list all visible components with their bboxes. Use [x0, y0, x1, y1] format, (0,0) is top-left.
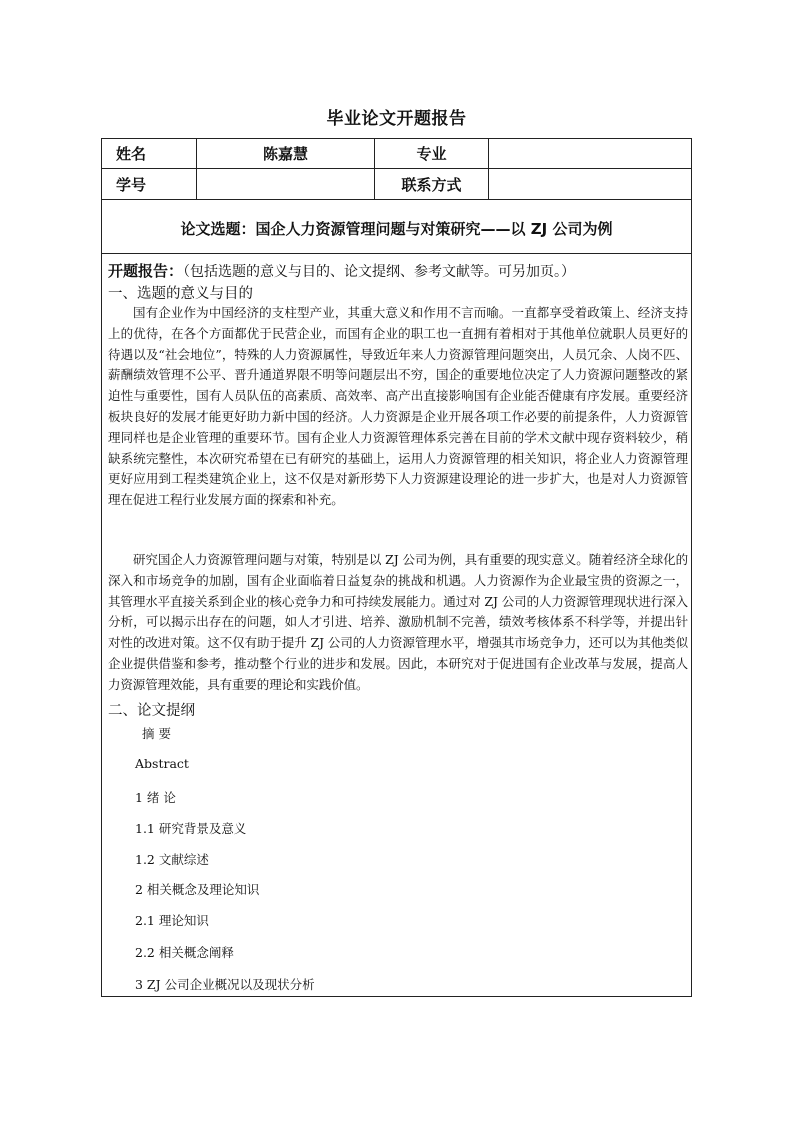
outline-item: 1.1 研究背景及意义	[135, 821, 247, 836]
major-label: 专业	[416, 145, 447, 163]
row-divider	[102, 253, 691, 254]
student-id-value[interactable]	[197, 169, 374, 199]
name-label: 姓名	[116, 145, 147, 163]
major-value[interactable]	[489, 139, 691, 168]
outline-item: 1.2 文献综述	[135, 852, 209, 867]
page-title: 毕业论文开题报告	[326, 109, 467, 129]
outline-item: 摘 要	[142, 726, 171, 741]
section-heading-outline: 二、论文提纲	[108, 703, 195, 719]
report-note: （包括选题的意义与目的、论文提纲、参考文献等。可另加页。）	[183, 264, 576, 280]
outline-item: 2.1 理论知识	[135, 913, 209, 928]
section-heading-purpose: 一、选题的意义与目的	[108, 286, 253, 302]
contact-value[interactable]	[489, 169, 691, 199]
outline-item: 2.2 相关概念阐释	[135, 945, 234, 960]
paragraph-research: 研究国企人力资源管理问题与对策，特别是以 ZJ 公司为例，具有重要的现实意义。随着经济全球化的深入和市场竞争的加剧，国有企业面临着日益复杂的挑战和机遇。人力资源作为企业最宝贵的资源之一，其管理水平直接关系到企业的核心竞争力和可持续发展能力。通过对 ZJ 公司的人力资源管理现状进行深入分析，可以揭示出存在的问题，如人才引进、培养、激励机制不完善，绩效考核体系不科学等，并提出针对性的改进对策。这不仅有助于提升 ZJ 公司的人力资源管理水平，增强其市场竞争力，还可以为其他类似企业提供借鉴和参考，推动整个行业的进步和发展。因此，本研究对于促进国有企业改革与发展，提高人力资源管理效能，具有重要的理论和实践价值。	[108, 552, 688, 692]
report-header	[108, 260, 575, 281]
outline-item: 3 ZJ 公司企业概况以及现状分析	[135, 977, 315, 992]
row-divider	[102, 199, 691, 200]
outline-item: 2 相关概念及理论知识	[135, 882, 260, 897]
outline-item: Abstract	[135, 756, 189, 771]
outline-item: 1 绪 论	[135, 790, 176, 805]
thesis-topic: 论文选题：国企人力资源管理问题与对策研究——以 ZJ 公司为例	[180, 220, 613, 238]
proposal-form	[101, 138, 692, 997]
paragraph-significance: 国有企业作为中国经济的支柱型产业，其重大意义和作用不言而喻。一直都享受着政策上、经济支持上的优待，在各个方面都优于民营企业，而国有企业的职工也一直拥有着相对于其他单位就职人员更好的待遇以及“社会地位”，特殊的人力资源属性，导致近年来人力资源管理问题突出，人员冗余、人岗不匹、薪酬绩效管理不公平、晋升通道界限不明等问题层出不穷，国企的重要地位决定了人力资源问题整改的紧迫性与重要性，国有人员队伍的高素质、高效率、高产出直接影响国有企业能否健康有序发展。重要经济板块良好的发展才能更好助力新中国的经济。人力资源是企业开展各项工作必要的前提条件，人力资源管理同样也是企业管理的重要环节。国有企业人力资源管理体系完善在目前的学术文献中现存资料较少，稍缺系统完整性，本次研究希望在已有研究的基础上，运用人力资源管理的相关知识，将企业人力资源管理更好应用到工程类建筑企业上，这不仅是对新形势下人力资源建设理论的进一步扩大，也是对人力资源管理在促进工程行业发展方面的探索和补充。	[108, 305, 688, 508]
name-value[interactable]: 陈嘉慧	[262, 145, 308, 163]
report-label: 开题报告：	[108, 262, 184, 280]
student-id-label: 学号	[116, 175, 147, 194]
contact-label: 联系方式	[401, 175, 462, 194]
